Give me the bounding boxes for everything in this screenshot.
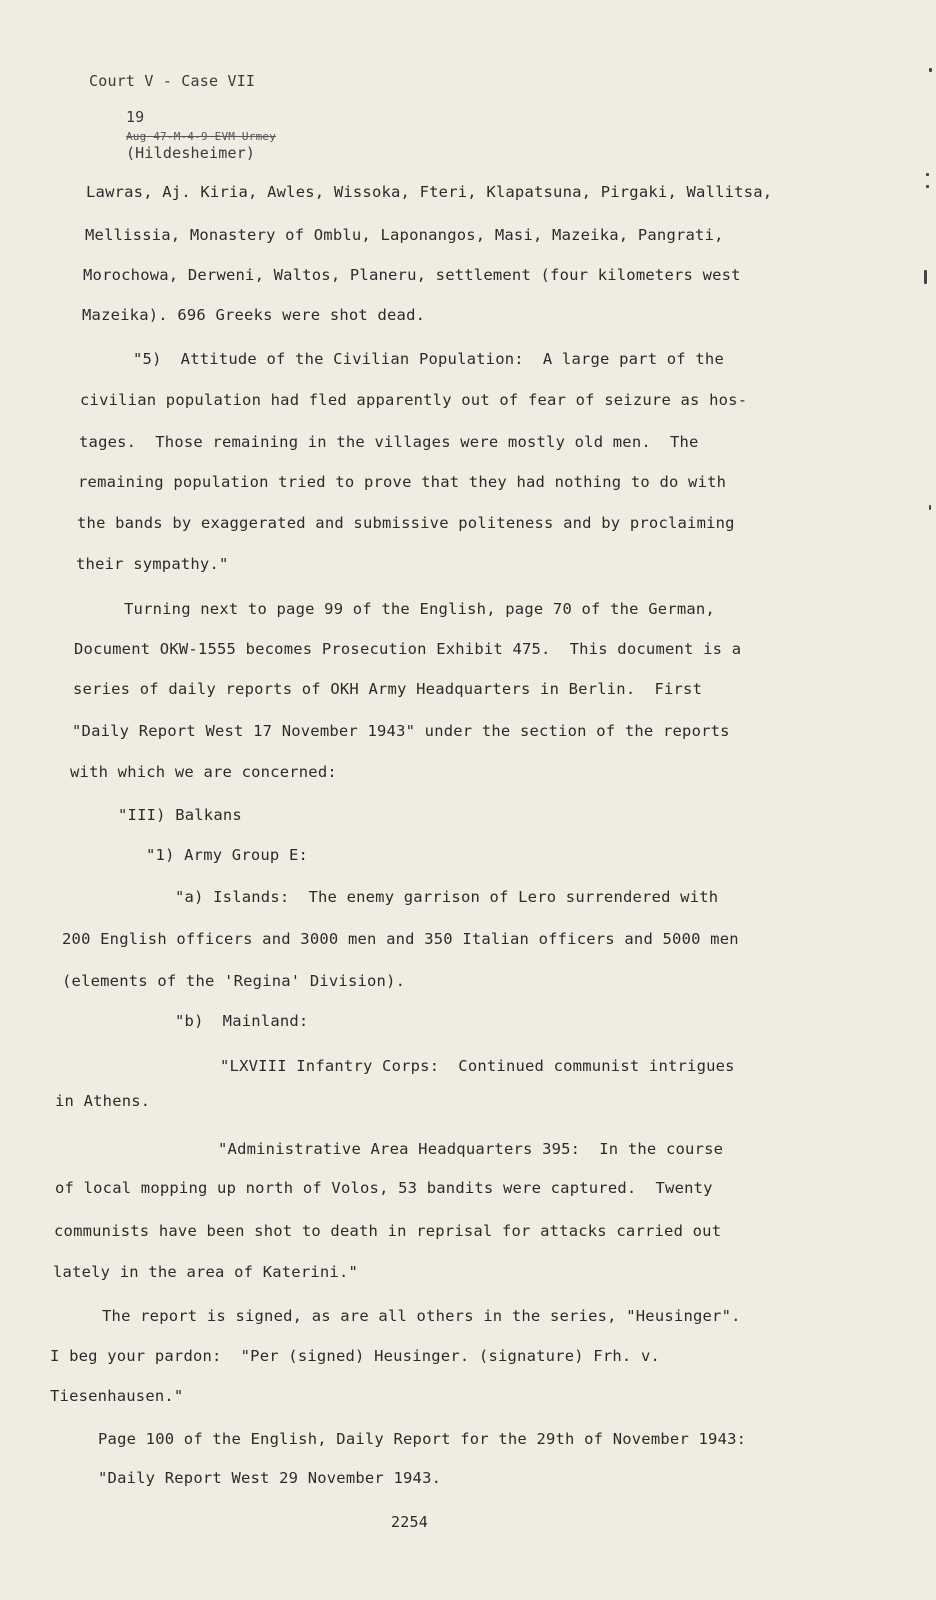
body-line: of local mopping up north of Volos, 53 bandits were captured. Twenty bbox=[55, 1179, 713, 1197]
body-line: Lawras, Aj. Kiria, Awles, Wissoka, Fteri, Klapatsuna, Pirgaki, Wallitsa, bbox=[86, 183, 773, 201]
scan-mark bbox=[926, 173, 929, 176]
body-line: with which we are concerned: bbox=[70, 763, 337, 781]
body-line: Tiesenhausen." bbox=[50, 1387, 184, 1405]
body-line: Mazeika). 696 Greeks were shot dead. bbox=[82, 306, 426, 324]
body-line: series of daily reports of OKH Army Headquarters in Berlin. First bbox=[73, 680, 703, 698]
body-line: The report is signed, as are all others in the series, "Heusinger". bbox=[102, 1307, 741, 1325]
body-line: Document OKW-1555 becomes Prosecution Exhibit 475. This document is a bbox=[74, 640, 742, 658]
body-line: "Daily Report West 17 November 1943" under the section of the reports bbox=[72, 722, 730, 740]
body-line: civilian population had fled apparently out of fear of seizure as hos- bbox=[80, 391, 748, 409]
body-line: in Athens. bbox=[55, 1092, 151, 1110]
body-line: Morochowa, Derweni, Waltos, Planeru, settlement (four kilometers west bbox=[83, 266, 741, 284]
body-line: Turning next to page 99 of the English, page 70 of the German, bbox=[124, 600, 715, 618]
body-line: (elements of the 'Regina' Division). bbox=[62, 972, 406, 990]
body-line: "Daily Report West 29 November 1943. bbox=[98, 1469, 442, 1487]
body-line: "Administrative Area Headquarters 395: In the course bbox=[218, 1140, 724, 1158]
body-line: lately in the area of Katerini." bbox=[53, 1263, 359, 1281]
body-line: remaining population tried to prove that they had nothing to do with bbox=[78, 473, 727, 491]
body-line: "b) Mainland: bbox=[175, 1012, 309, 1030]
header-date-prefix: 19 bbox=[125, 108, 145, 126]
scan-mark bbox=[929, 505, 931, 510]
scan-mark bbox=[929, 68, 932, 72]
body-line: "5) Attitude of the Civilian Population: A large part of the bbox=[133, 350, 724, 368]
body-line: tages. Those remaining in the villages were mostly old men. The bbox=[79, 433, 699, 451]
body-line: "III) Balkans bbox=[118, 806, 242, 824]
body-line: their sympathy." bbox=[76, 555, 229, 573]
body-line: the bands by exaggerated and submissive politeness and by proclaiming bbox=[77, 514, 735, 532]
page-number: 2254 bbox=[391, 1513, 428, 1531]
body-line: 200 English officers and 3000 men and 350 Italian officers and 5000 men bbox=[62, 930, 739, 948]
body-line: "a) Islands: The enemy garrison of Lero surrendered with bbox=[175, 888, 719, 906]
header-date-line bbox=[89, 90, 276, 180]
scan-mark bbox=[926, 185, 929, 188]
header-court-case: Court V - Case VII bbox=[89, 72, 256, 90]
body-line: "LXVIII Infantry Corps: Continued communist intrigues bbox=[220, 1057, 735, 1075]
header-interpreter: (Hildesheimer) bbox=[125, 144, 256, 162]
header-struck-initials: Aug 47-M-4-9 EVM Urmey bbox=[125, 130, 277, 143]
scan-mark bbox=[924, 270, 927, 284]
body-line: "1) Army Group E: bbox=[146, 846, 309, 864]
body-line: I beg your pardon: "Per (signed) Heusinger. (signature) Frh. v. bbox=[50, 1347, 661, 1365]
body-line: Mellissia, Monastery of Omblu, Laponangos, Masi, Mazeika, Pangrati, bbox=[85, 226, 724, 244]
body-line: communists have been shot to death in reprisal for attacks carried out bbox=[54, 1222, 722, 1240]
body-line: Page 100 of the English, Daily Report for the 29th of November 1943: bbox=[98, 1430, 747, 1448]
